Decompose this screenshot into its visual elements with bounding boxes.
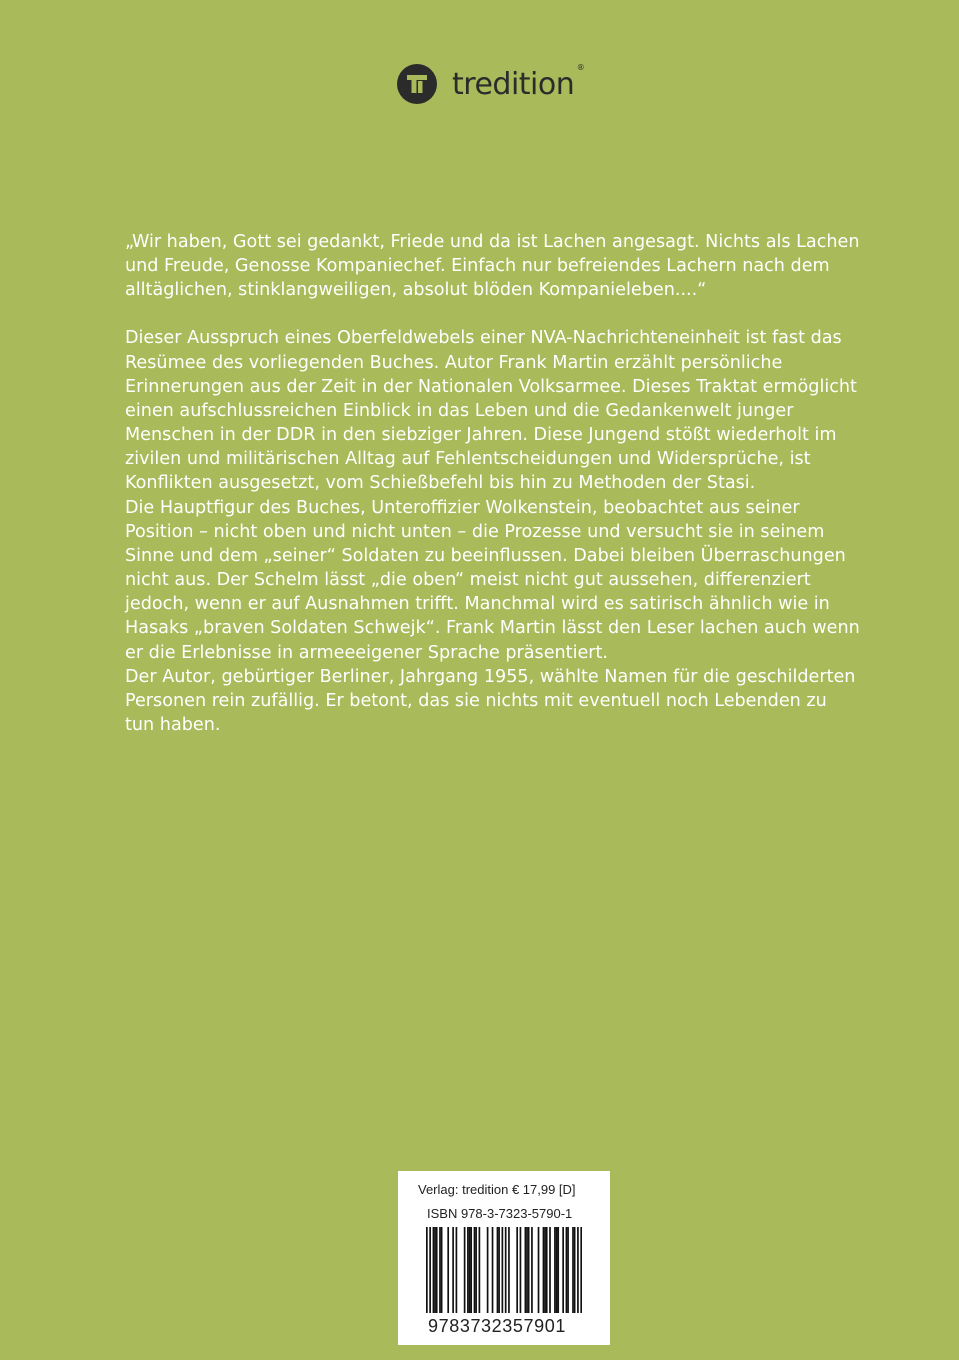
barcode-bar (516, 1227, 518, 1313)
barcode-bar (566, 1227, 568, 1313)
barcode-bar (456, 1227, 458, 1313)
barcode-bar (543, 1227, 545, 1313)
barcode-bar (447, 1227, 449, 1313)
barcode-bar (562, 1227, 564, 1313)
barcode-bar (475, 1227, 477, 1313)
publisher-logo-wordmark: tredition ® (452, 62, 585, 102)
barcode-bar (434, 1227, 436, 1313)
barcode-bar (546, 1227, 548, 1313)
barcode-bar (538, 1227, 540, 1313)
barcode-bar (433, 1227, 435, 1313)
blurb-paragraph-2: Die Hauptfigur des Buches, Unteroffizier Wolkenstein, beobachtet aus seiner Position – nicht oben und nicht unten – die Prozesse und versucht sie in seinem Sinne und dem „seiner“ Soldaten zu beeinflussen. Dabei bleiben Überraschungen nicht aus. Der Schelm lässt „die oben“ meist nicht gut aussehen, differenziert jedoch, wenn er auf Ausnahmen trifft. Manchmal wird es satirisch ähnlich wie in Hasaks „braven Soldaten Schwejk“. Frank Martin lässt den Leser lachen auch wenn er die Erlebnisse in armeeeigener Sprache präsentiert. (125, 497, 860, 663)
barcode-bar (436, 1227, 438, 1313)
barcode-bar (470, 1227, 472, 1313)
barcode-bar (574, 1227, 576, 1313)
barcode-bar (452, 1227, 454, 1313)
barcode-bar (549, 1227, 551, 1313)
barcode-bar (497, 1227, 499, 1313)
barcode-bar (492, 1227, 494, 1313)
barcode-bar (469, 1227, 471, 1313)
barcode-bar (429, 1227, 431, 1313)
barcode-bars (426, 1227, 582, 1313)
barcode-bar (426, 1227, 428, 1313)
isbn-text: ISBN 978-3-7323-5790-1 (427, 1206, 573, 1221)
publisher-price: Verlag: tredition € 17,99 [D] (418, 1182, 576, 1197)
barcode-bar (505, 1227, 507, 1313)
blurb-quote: „Wir haben, Gott sei gedankt, Friede und da ist Lachen angesagt. Nichts als Lachen und Freude, Genosse Kompaniechef. Einfach nur befreiendes Lachern nach dem alltäglichen, stinklangweiligen, absolut blöden Kompanieleben....“ (125, 232, 860, 301)
tredition-t-icon (397, 64, 437, 104)
barcode-bar (502, 1227, 504, 1313)
barcode-bar (556, 1227, 558, 1313)
barcode-bar (557, 1227, 559, 1313)
barcode-bar (441, 1227, 443, 1313)
barcode-bar (526, 1227, 528, 1313)
barcode-bar (474, 1227, 476, 1313)
barcode-bar (467, 1227, 469, 1313)
barcode-bar (580, 1227, 582, 1313)
barcode-bar (479, 1227, 481, 1313)
barcode-bar (487, 1227, 489, 1313)
barcode-bar (577, 1227, 579, 1313)
barcode-label (398, 1171, 610, 1345)
barcode-bar (528, 1227, 530, 1313)
blurb-paragraph-1: Dieser Ausspruch eines Oberfeldwebels einer NVA-Nachrichteneinheit ist fast das Resümee des vorliegenden Buches. Autor Frank Martin erzählt persönliche Erinnerungen aus der Zeit in der Nationalen Volksarmee. Dieses Traktat ermöglicht einen aufschlussreichen Einblick in das Leben und die Gedankenwelt junger Menschen in der DDR in den siebziger Jahren. Diese Jungend stößt wiederholt im zivilen und militärischen Alltag auf Fehlentscheidungen und Widersprüche, ist Konflikten ausgesetzt, vom Schießbefehl bis hin zu Methoden der Stasi. (125, 328, 857, 494)
barcode-digits: 9783732357901 (428, 1316, 566, 1336)
publisher-logo (397, 62, 585, 105)
barcode-bar (464, 1227, 466, 1313)
barcode-bar (554, 1227, 556, 1313)
barcode-bar (567, 1227, 569, 1313)
barcode-bar (439, 1227, 441, 1313)
barcode-bar (525, 1227, 527, 1313)
barcode-bar (572, 1227, 574, 1313)
back-cover-blurb (125, 230, 860, 737)
blurb-paragraph-3: Der Autor, gebürtiger Berliner, Jahrgang 1955, wählte Namen für die geschilderten Personen rein zufällig. Er betont, das sie nichts mit eventuell noch Lebenden zu tun haben. (125, 666, 856, 735)
barcode-bar (498, 1227, 500, 1313)
barcode-bar (520, 1227, 522, 1313)
barcode-bar (544, 1227, 546, 1313)
barcode-bar (508, 1227, 510, 1313)
barcode-bar (531, 1227, 533, 1313)
